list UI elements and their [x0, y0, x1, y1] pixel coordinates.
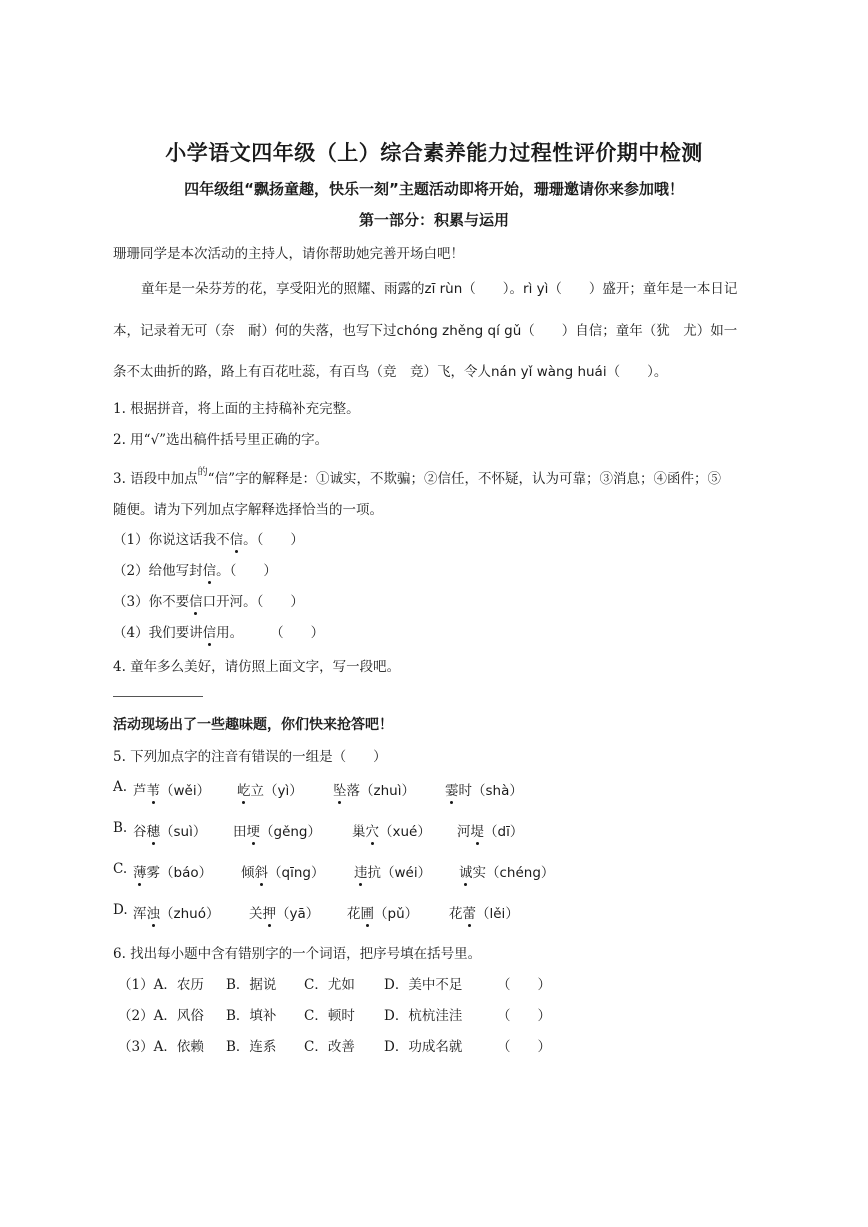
- q6-choice: D．美中不足: [384, 977, 463, 993]
- pinyin: pǔ: [387, 906, 405, 922]
- question-5: 5. 下列加点字的注音有错误的一组是（ ）: [113, 749, 387, 765]
- q6-choice: D．杭杭洼洼: [384, 1008, 463, 1024]
- q6-choice: C．尤如: [304, 977, 355, 993]
- q6-choice: B．填补: [226, 1008, 277, 1024]
- q5-word: 巢穴（xué）: [352, 824, 431, 840]
- part-heading: 第一部分：积累与运用: [358, 211, 509, 229]
- pinyin: qīng: [281, 865, 311, 881]
- q5-word: 浑浊（zhuó）: [133, 906, 220, 922]
- pinyin: suì: [173, 824, 193, 840]
- passage-text: 童年是一朵芬芳的花，享受阳光的照耀、雨露的: [141, 281, 425, 297]
- dotted-char: 信: [202, 625, 217, 641]
- answer-blank[interactable]: 。（ ）: [216, 563, 277, 579]
- answer-line[interactable]: [113, 696, 203, 697]
- dotted-char: 押: [262, 906, 276, 922]
- passage-text: 本，记录着无可（奈 耐）何的失落，也写下过: [113, 323, 397, 339]
- dotted-char: 坠: [333, 783, 347, 799]
- dotted-char: 霎: [445, 783, 459, 799]
- q6-choice: B．连系: [226, 1039, 277, 1055]
- q5-word: 关押（yā）: [249, 906, 320, 922]
- pinyin: wěi: [173, 783, 197, 799]
- dotted-char: 圃: [360, 906, 374, 922]
- dotted-char: 蕾: [462, 906, 476, 922]
- pinyin: zhuì: [373, 783, 402, 799]
- question-1: 1. 根据拼音，将上面的主持稿补充完整。: [113, 401, 360, 417]
- question-4: 4. 童年多么美好，请仿照上面文字，写一段吧。: [113, 659, 401, 675]
- q5-word: 薄雾（báo）: [133, 865, 213, 881]
- pinyin: zhuó: [173, 906, 206, 922]
- dotted-char: 诚: [459, 865, 473, 881]
- dotted-char: 斜: [254, 865, 268, 881]
- pinyin-prompt: nán yǐ wàng huái: [491, 364, 607, 380]
- dotted-char: 信: [202, 563, 217, 579]
- pinyin: yì: [277, 783, 290, 799]
- answer-blank[interactable]: （ ）自信；童年（犹 尤）如一: [521, 323, 738, 339]
- pinyin: chéng: [499, 865, 541, 881]
- dotted-char: 穴: [365, 824, 379, 840]
- answer-blank[interactable]: 口开河。（ ）: [202, 594, 304, 610]
- pinyin-prompt: chóng zhěng qí gǔ: [396, 323, 522, 339]
- dotted-char: 屹: [237, 783, 251, 799]
- q6-choice: D．功成名就: [384, 1039, 463, 1055]
- q5-word: 违抗（wéi）: [354, 865, 432, 881]
- pinyin: báo: [173, 865, 199, 881]
- q5-option-label[interactable]: D.: [113, 902, 128, 918]
- q6-choice: C．顿时: [304, 1008, 355, 1024]
- dotted-char: 埂: [246, 824, 260, 840]
- q6-choice: （1）A．农历: [118, 977, 204, 993]
- dotted-char: 违: [354, 865, 368, 881]
- q5-option-label[interactable]: C.: [113, 861, 128, 877]
- pinyin: shà: [485, 783, 510, 799]
- dotted-char: 浊: [146, 906, 160, 922]
- q6-choice: （2）A．风俗: [118, 1008, 204, 1024]
- q5-word: 谷穗（suì）: [133, 824, 207, 840]
- pinyin-prompt: rì yì: [523, 281, 549, 297]
- dotted-char: 信: [229, 532, 244, 548]
- dotted-char: 穗: [146, 824, 160, 840]
- q5-word: 霎时（shà）: [445, 783, 523, 799]
- q3-text: 3. 语段中加点: [113, 471, 198, 487]
- answer-blank[interactable]: 。（ ）: [243, 532, 304, 548]
- question-2: 2. 用“√”选出稿件括号里正确的字。: [113, 432, 329, 448]
- dotted-char: 信: [189, 594, 203, 610]
- dotted-char: 薄: [133, 865, 147, 881]
- pinyin: lěi: [489, 906, 506, 922]
- q5-word: 花圃（pǔ）: [347, 906, 419, 922]
- q5-word: 田埂（gěng）: [233, 824, 322, 840]
- q5-word: 倾斜（qīng）: [241, 865, 325, 881]
- q6-choice: C．改善: [304, 1039, 355, 1055]
- answer-blank[interactable]: 用。 （ ）: [216, 625, 325, 641]
- answer-blank[interactable]: （ ）: [497, 1008, 551, 1024]
- page-title: 小学语文四年级（上）综合素养能力过程性评价期中检测: [165, 141, 703, 165]
- passage-line-2: [113, 319, 737, 339]
- intro-text: 珊珊同学是本次活动的主持人，请你帮助她完善开场白吧！: [113, 246, 464, 262]
- passage-text: 条不太曲折的路，路上有百花吐蕊，有百鸟（竞 竞）飞，令人: [113, 364, 491, 380]
- q5-option-label[interactable]: A.: [113, 779, 128, 795]
- pinyin: xué: [392, 824, 418, 840]
- q3-text-cont: “信”字的解释是：①诚实，不欺骗；②信任，不怀疑，认为可靠；③消息；④函件；⑤: [207, 471, 721, 487]
- q3-item-4: （4）我们要讲信用。 （ ）: [113, 625, 325, 641]
- passage-line-3: [113, 360, 667, 380]
- q5-word: 屹立（yì）: [237, 783, 303, 799]
- answer-blank[interactable]: （ ）: [497, 977, 551, 993]
- q5-word: 坠落（zhuì）: [333, 783, 415, 799]
- page-subtitle: 四年级组“飘扬童趣，快乐一刻”主题活动即将开始，珊珊邀请你来参加哦！: [184, 180, 684, 198]
- q6-choice: B．据说: [226, 977, 277, 993]
- question-3-line-2: 随便。请为下列加点字解释选择恰当的一项。: [113, 502, 383, 518]
- dotted-char: 堤: [470, 824, 484, 840]
- pinyin: wéi: [394, 865, 418, 881]
- answer-blank[interactable]: （ ）。: [606, 364, 668, 380]
- answer-blank[interactable]: （ ）盛开；童年是一本日记: [548, 281, 738, 297]
- pinyin: yā: [289, 906, 306, 922]
- q5-word: 诚实（chéng）: [459, 865, 555, 881]
- q6-choice: （3）A．依赖: [118, 1039, 204, 1055]
- pinyin-prompt: zī rùn: [424, 281, 463, 297]
- q5-word: 花蕾（lěi）: [449, 906, 519, 922]
- answer-blank[interactable]: （ ）: [497, 1039, 551, 1055]
- question-6: 6. 找出每小题中含有错别字的一个词语，把序号填在括号里。: [113, 946, 482, 962]
- pinyin: gěng: [273, 824, 308, 840]
- dotted-char: 苇: [146, 783, 160, 799]
- q5-word: 芦苇（wěi）: [133, 783, 211, 799]
- q5-word: 河堤（dī）: [457, 824, 524, 840]
- pinyin: dī: [497, 824, 510, 840]
- q3-superscript: 的: [197, 467, 208, 478]
- q5-option-label[interactable]: B.: [113, 820, 128, 836]
- passage-line-1: [141, 277, 737, 297]
- question-3-line-1: [113, 463, 721, 487]
- q3-item-1: （1）你说这话我不信。（ ）: [113, 532, 304, 548]
- q3-item-2: （2）给他写封信。（ ）: [113, 563, 277, 579]
- section-heading: 活动现场出了一些趣味题，你们快来抢答吧！: [113, 717, 393, 733]
- answer-blank[interactable]: （ ）。: [462, 281, 524, 297]
- q3-item-3: （3）你不要信口开河。（ ）: [113, 594, 304, 610]
